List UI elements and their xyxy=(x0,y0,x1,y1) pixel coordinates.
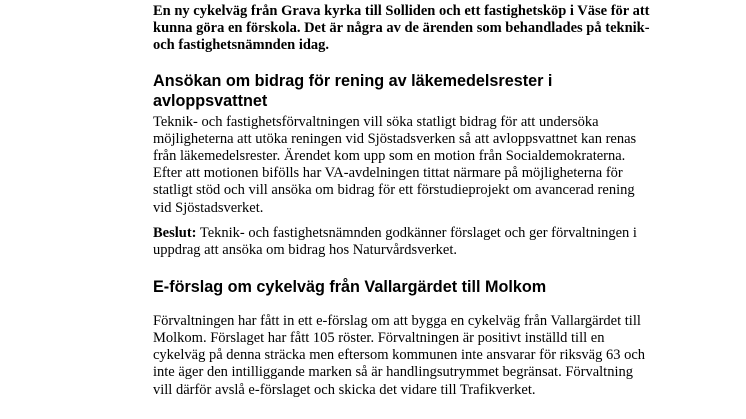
section-body-lakemedel: Teknik- och fastighetsförvaltningen vill söka statligt bidrag för att undersöka möjligheterna att utöka reningen vid Sjöstadsverken så att avloppsvattnet kan renas från läkemedelsrester. Ärendet kom upp som en motion från Socialdemokraterna. Efter att motionen bifölls har VA-avdelningen tittat närmare på möjligheterna för statligt stöd och vill ansöka om bidrag för ett förstudieprojekt om avancerad rening vid Sjöstadsverket. xyxy=(153,113,637,216)
decision-text: Teknik- och fastighetsnämnden godkänner förslaget och ger förvaltningen i uppdrag att ansöka om bidrag hos Naturvårdsverket. xyxy=(153,224,637,259)
section-body-cykelvag: Förvaltningen har fått in ett e-förslag om att bygga en cykelväg från Vallargärdet till Molkom. Förslaget har fått 105 röster. Förvaltningen är positivt inställd till en cykelväg på denna sträcka men eftersom kommunen inte ansvarar för riksväg 63 och inte äger den intilliggande marken så är handlingsutrymmet begränsat. Förvaltning vill därför avslå e-förslaget och skicka det vidare till Trafikverket. xyxy=(153,312,646,398)
section-heading-cykelvag: E-förslag om cykelväg från Vallargärdet till Molkom xyxy=(153,278,547,297)
decision-paragraph xyxy=(153,225,653,259)
intro-paragraph: En ny cykelväg från Grava kyrka till Solliden och ett fastighetsköp i Väse för att kunna göra en förskola. Det är några av de ärenden som behandlades på teknik- och fastighetsnämnden idag. xyxy=(153,3,650,54)
decision-label: Beslut: xyxy=(153,224,197,241)
section-heading-lakemedel: Ansökan om bidrag för rening av läkemedelsrester i avloppsvattnet xyxy=(153,71,553,111)
article-column xyxy=(153,3,653,399)
